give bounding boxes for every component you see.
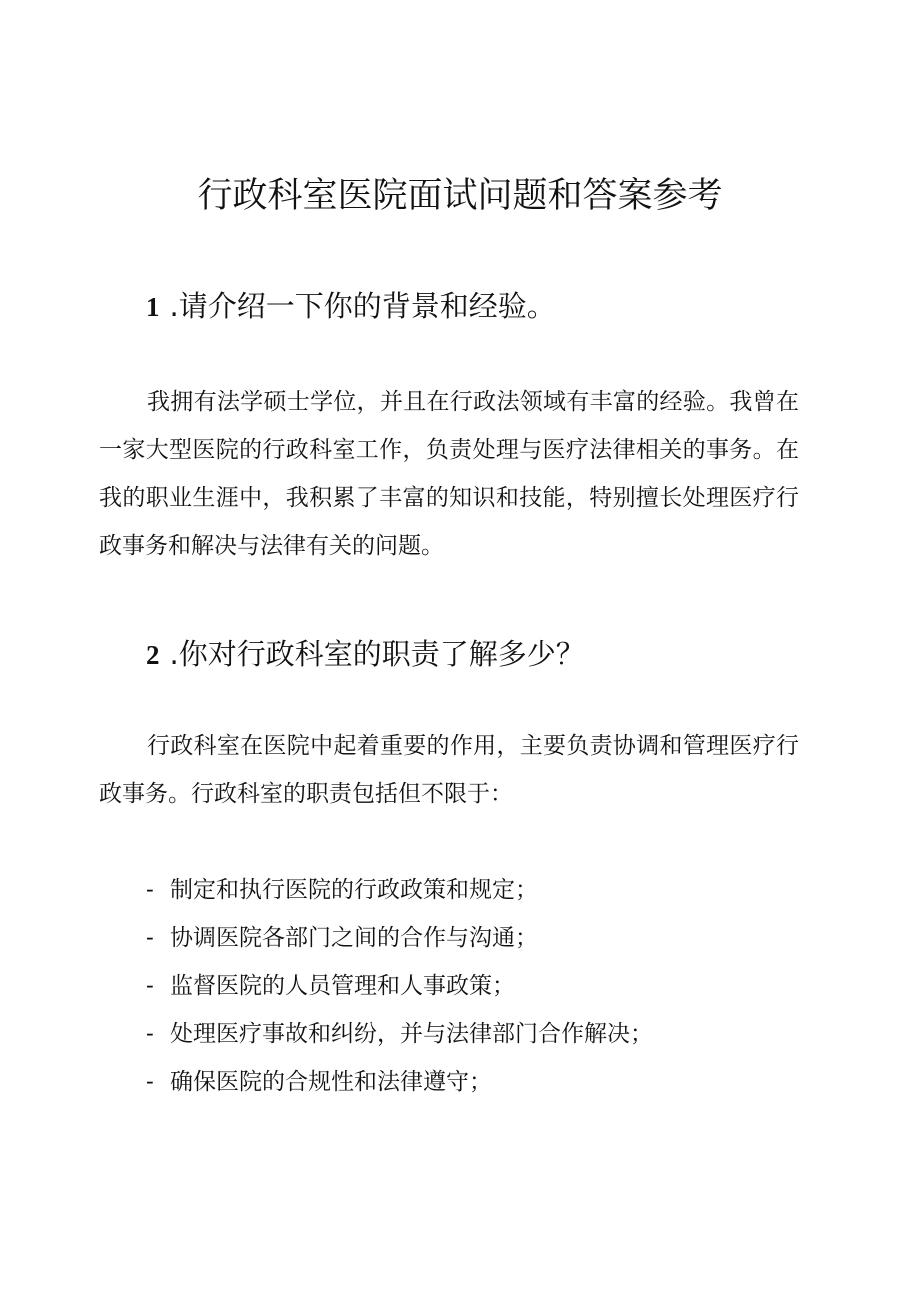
list-item-text: 监督医院的人员管理和人事政策； <box>170 973 515 999</box>
list-item <box>146 914 653 962</box>
list-item-text: 协调医院各部门之间的合作与沟通； <box>170 925 538 951</box>
section-2-heading <box>146 634 585 675</box>
section-2-paragraph: 行政科室在医院中起着重要的作用，主要负责协调和管理医疗行政事务。行政科室的职责包括但不限于： <box>99 733 799 807</box>
document-title: 行政科室医院面试问题和答案参考 <box>197 176 723 216</box>
section-1-heading <box>146 286 556 327</box>
list-marker: - <box>146 973 154 999</box>
list-marker: - <box>146 925 154 951</box>
list-item-text: 制定和执行医院的行政政策和规定； <box>170 877 538 903</box>
list-item <box>146 962 653 1010</box>
section-1-number: 1 <box>146 292 160 322</box>
list-item <box>146 866 653 914</box>
list-item <box>146 1058 653 1106</box>
duties-list <box>146 866 653 1106</box>
section-2-number: 2 <box>146 640 160 670</box>
section-2-heading-text: .你对行政科室的职责了解多少？ <box>169 637 585 671</box>
list-marker: - <box>146 877 154 903</box>
list-marker: - <box>146 1069 154 1095</box>
list-marker: - <box>146 1021 154 1047</box>
list-item-text: 处理医疗事故和纠纷，并与法律部门合作解决； <box>170 1021 653 1047</box>
section-1-paragraph: 我拥有法学硕士学位，并且在行政法领域有丰富的经验。我曾在一家大型医院的行政科室工作，负责处理与医疗法律相关的事务。在我的职业生涯中，我积累了丰富的知识和技能，特别擅长处理医疗行政事务和解决与法律有关的问题。 <box>99 389 799 559</box>
list-item <box>146 1010 653 1058</box>
list-item-text: 确保医院的合规性和法律遵守； <box>170 1069 492 1095</box>
section-1-heading-text: .请介绍一下你的背景和经验。 <box>169 289 556 323</box>
